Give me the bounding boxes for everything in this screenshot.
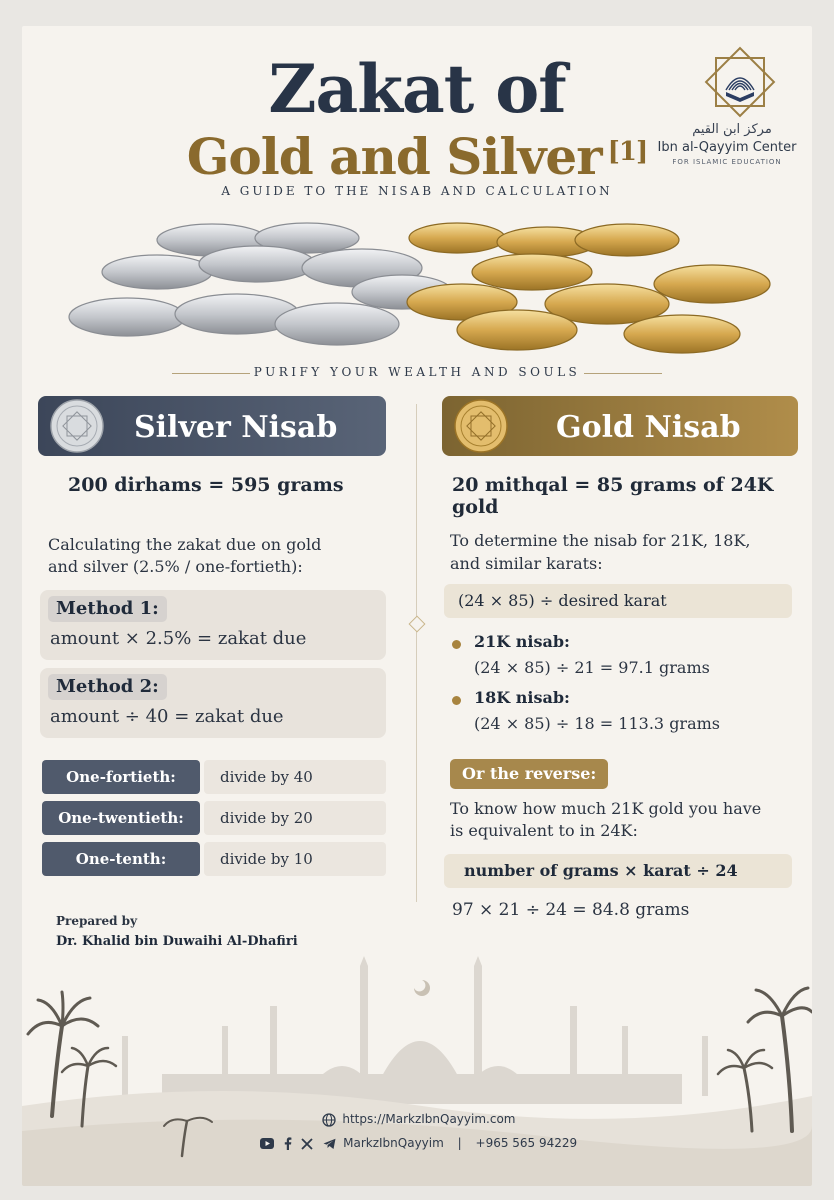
facebook-icon[interactable] [284,1137,292,1150]
method-2-label: Method 2: [48,674,167,700]
silver-intro-line-2: and silver (2.5% / one-fortieth): [48,557,303,576]
reverse-line-1: To know how much 21K gold you have [450,799,762,818]
fraction-label-twentieth: One-twentieth: [42,801,200,835]
silver-medallion-icon [50,399,104,453]
bullet-18k-icon [452,696,461,705]
reverse-example: 97 × 21 ÷ 24 = 84.8 grams [452,900,690,920]
method-2-formula: amount ÷ 40 = zakat due [50,706,284,727]
mosque-skyline-illustration [22,956,812,1186]
reverse-label: Or the reverse: [450,759,608,789]
column-divider [416,404,417,902]
method-1-label: Method 1: [48,596,167,622]
gold-intro-line-2: and similar karats: [450,554,603,573]
gold-medallion-icon [454,399,508,453]
center-name-arabic: مركز ابن القيم [692,122,772,137]
youtube-icon[interactable] [260,1138,274,1149]
nisab-18k-formula: (24 × 85) ÷ 18 = 113.3 grams [474,714,720,733]
reverse-line-2: is equivalent to in 24K: [450,821,638,840]
nisab-18k-title: 18K nisab: [474,688,570,707]
silver-intro-line-1: Calculating the zakat due on gold [48,535,322,554]
method-1-formula: amount × 2.5% = zakat due [50,628,307,649]
method-2-box [40,668,386,738]
gold-nisab-title: Gold Nisab [556,410,741,445]
coins-illustration [62,222,772,372]
gold-intro-line-1: To determine the nisab for 21K, 18K, [450,531,751,550]
title-tag: [1] [607,137,648,167]
prepared-by-label: Prepared by [56,914,138,928]
title-gold-silver: Gold and Silver [186,127,602,186]
fraction-value-fortieth: divide by 40 [204,760,386,794]
fraction-label-tenth: One-tenth: [42,842,200,876]
silver-nisab-title: Silver Nisab [134,410,338,445]
method-1-box [40,590,386,660]
center-logo-icon [702,44,778,120]
fraction-label-fortieth: One-fortieth: [42,760,200,794]
gold-nisab-header [442,396,798,456]
subtitle: A GUIDE TO THE NISAB AND CALCULATION [221,184,613,198]
divider-ornament-icon [409,616,426,633]
nisab-21k-formula: (24 × 85) ÷ 21 = 97.1 grams [474,658,710,677]
center-name-english: Ibn al-Qayyim Center [657,140,797,155]
silver-nisab-header [38,396,386,456]
author-name: Dr. Khalid bin Duwaihi Al-Dhafiri [56,934,298,949]
silver-equation: 200 dirhams = 595 grams [68,474,344,496]
footer-website [22,1112,812,1127]
fraction-value-tenth: divide by 10 [204,842,386,876]
motto: PURIFY YOUR WEALTH AND SOULS [253,365,581,379]
footer-social [22,1136,812,1150]
x-twitter-icon[interactable] [301,1138,313,1150]
center-tagline: FOR ISLAMIC EDUCATION [672,158,782,166]
footer-separator: | [457,1136,462,1150]
karat-formula-box: (24 × 85) ÷ desired karat [444,584,792,618]
reverse-formula-box: number of grams × karat ÷ 24 [444,854,792,888]
title-line-1: Zakat of [268,50,566,128]
globe-icon [322,1113,336,1127]
bullet-21k-icon [452,640,461,649]
phone-number[interactable]: +965 565 94229 [475,1136,578,1150]
fraction-value-twentieth: divide by 20 [204,801,386,835]
infographic-page [22,26,812,1186]
nisab-21k-title: 21K nisab: [474,632,570,651]
motto-divider-right [584,373,662,374]
social-handle[interactable]: MarkzIbnQayyim [343,1136,444,1150]
telegram-icon[interactable] [323,1138,336,1150]
gold-equation: 20 mithqal = 85 grams of 24K gold [452,474,774,518]
website-link[interactable]: https://MarkzIbnQayyim.com [342,1112,516,1126]
